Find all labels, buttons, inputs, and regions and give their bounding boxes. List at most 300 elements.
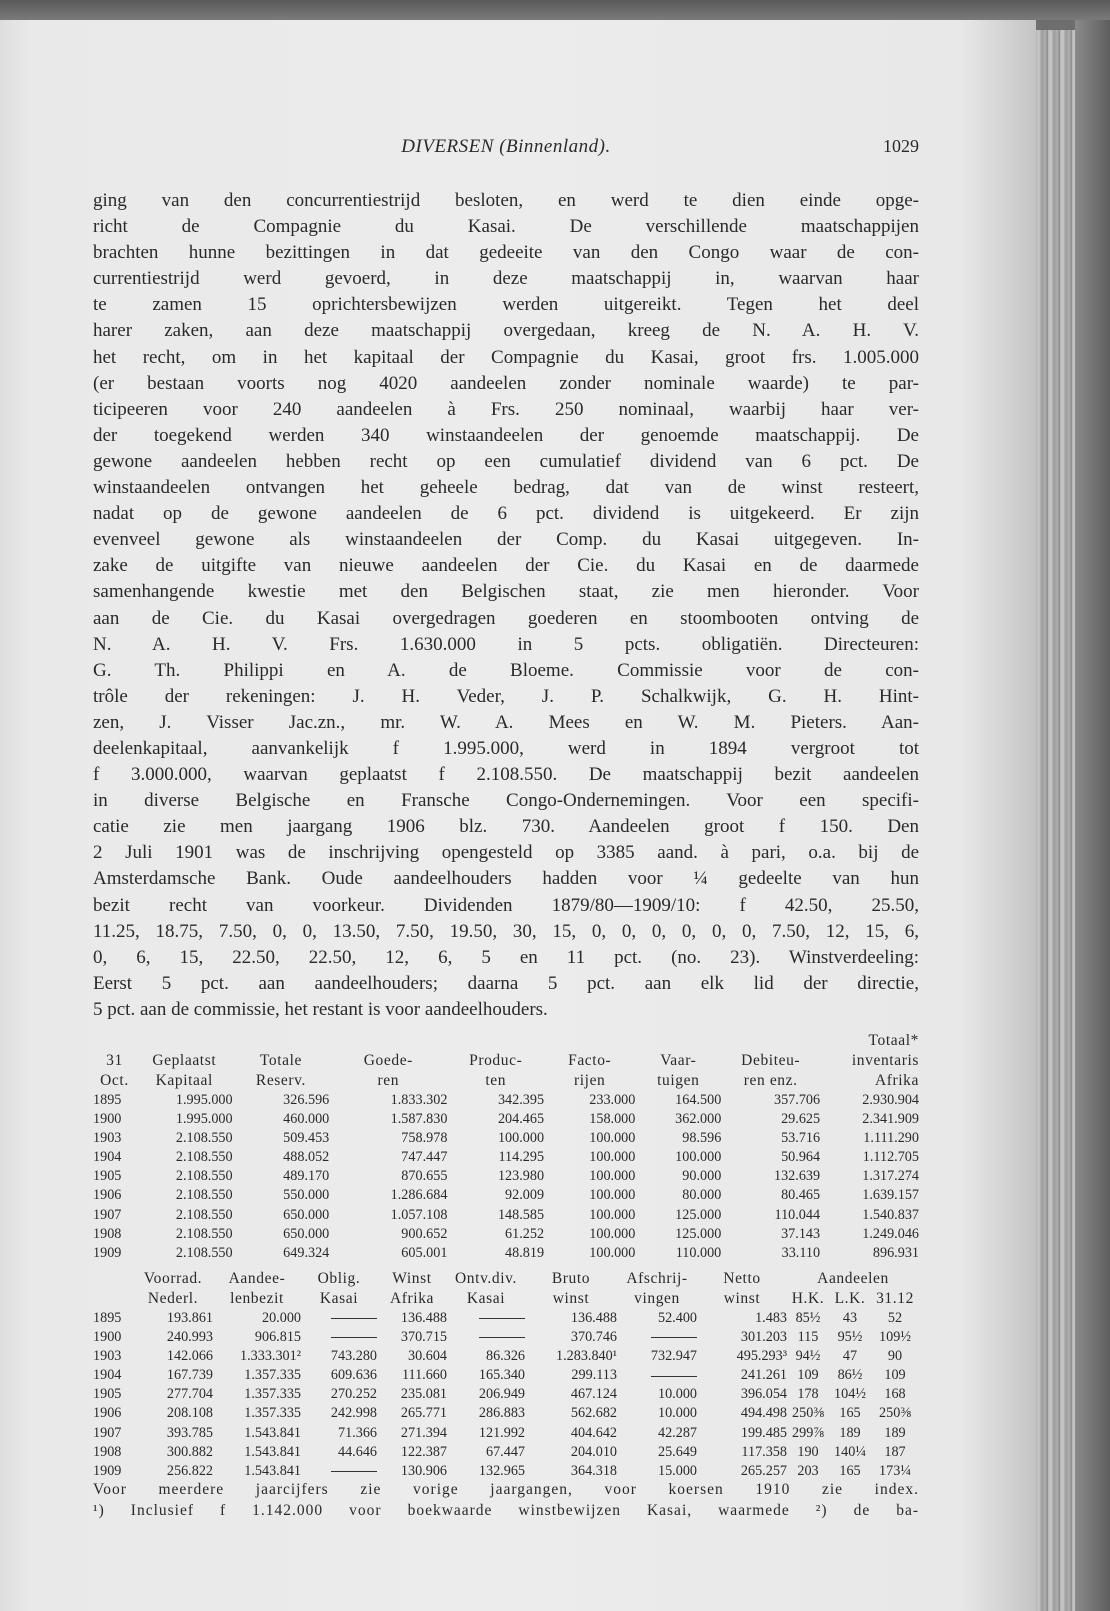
table-cell: 25.649 xyxy=(657,1443,697,1460)
column-header: 31 xyxy=(106,1052,123,1069)
table-cell: 100.000 xyxy=(589,1149,636,1166)
table-cell: 136.488 xyxy=(400,1310,447,1326)
text-line: richt de Compagnie du Kasai. De verschillende maatschappijen xyxy=(93,216,919,238)
table-cell: 2.108.550 xyxy=(175,1244,233,1261)
table-cell: 164.500 xyxy=(675,1092,722,1108)
column-header: rijen xyxy=(574,1072,606,1089)
table-cell: 1.483 xyxy=(755,1310,787,1326)
column-header: Kasai xyxy=(466,1290,506,1307)
table-cell: 299⅞ xyxy=(792,1424,824,1441)
table-cell: 265.771 xyxy=(400,1405,447,1422)
table-cell: 30.604 xyxy=(407,1348,447,1365)
table-cell: 1903 xyxy=(93,1130,122,1147)
column-header: Aandee- xyxy=(228,1270,286,1287)
table-cell: 1.543.841 xyxy=(244,1424,301,1441)
table-cell: 1.249.046 xyxy=(862,1225,919,1242)
column-header: Netto xyxy=(723,1270,761,1287)
table-cell: 52.400 xyxy=(657,1310,697,1326)
table-cell: 326.596 xyxy=(283,1092,330,1108)
text-line: 2 Juli 1901 was de inschrijving opengesteld op 3385 aand. à pari, o.a. bij de xyxy=(93,842,919,864)
table-cell: 10.000 xyxy=(657,1405,697,1422)
table-cell: 92.009 xyxy=(505,1187,545,1204)
table-cell: 1906 xyxy=(93,1187,122,1204)
header-row xyxy=(93,1289,919,1309)
table-cell: 29.625 xyxy=(781,1111,821,1128)
column-header xyxy=(93,1031,136,1051)
nil-dash xyxy=(331,1471,377,1472)
table-cell: 1904 xyxy=(93,1149,122,1166)
table-cell: 1.540.837 xyxy=(862,1206,919,1223)
table-cell: 109 xyxy=(884,1367,906,1384)
table-cell: 1.283.840¹ xyxy=(555,1348,617,1365)
table-cell: 130.906 xyxy=(400,1462,447,1479)
nil-dash xyxy=(651,1376,697,1377)
column-header: Vaar- xyxy=(660,1052,697,1069)
table-cell: 132.965 xyxy=(478,1462,525,1479)
table-cell: 140¼ xyxy=(834,1443,866,1460)
table-cell: 98.596 xyxy=(682,1130,722,1147)
table-cell: 460.000 xyxy=(283,1111,330,1128)
table-cell: 286.883 xyxy=(478,1405,525,1422)
column-header: Ontv.div. xyxy=(455,1270,517,1287)
table-cell: 250⅜ xyxy=(792,1405,824,1422)
table-cell: 67.447 xyxy=(485,1443,525,1460)
footnotes xyxy=(93,1479,919,1521)
table-cell: 43 xyxy=(842,1310,858,1326)
table-cell: 1.995.000 xyxy=(175,1092,233,1108)
table-cell: 277.704 xyxy=(166,1386,213,1403)
table-cell: 168 xyxy=(884,1386,906,1403)
table-cell: 300.882 xyxy=(166,1443,213,1460)
table-cell: 208.108 xyxy=(166,1405,213,1422)
table-cell: 2.108.550 xyxy=(175,1130,233,1147)
table-cell: 1903 xyxy=(93,1348,122,1365)
table-cell: 114.295 xyxy=(498,1149,545,1166)
column-header: L.K. xyxy=(834,1290,866,1307)
text-line: te zamen 15 oprichtersbewijzen werden uitgereikt. Tegen het deel xyxy=(93,294,919,316)
text-line: f 3.000.000, waarvan geplaatst f 2.108.550. De maatschappij bezit aandeelen xyxy=(93,764,919,786)
table-row xyxy=(93,1167,919,1186)
page-number: 1029 xyxy=(883,136,919,156)
table-cell: 467.124 xyxy=(570,1386,617,1403)
table-row xyxy=(93,1462,919,1481)
table-cell: 122.387 xyxy=(400,1443,447,1460)
table-cell: 42.287 xyxy=(657,1424,697,1441)
column-header: winst xyxy=(552,1290,590,1307)
table-cell: 357.706 xyxy=(773,1092,821,1108)
column-header: ren xyxy=(377,1072,400,1089)
table-cell: 256.822 xyxy=(166,1462,213,1479)
table-cell: 121.992 xyxy=(478,1424,525,1441)
table-cell: 396.054 xyxy=(740,1386,787,1403)
table-cell: 178 xyxy=(797,1386,819,1403)
text-line: in diverse Belgische en Fransche Congo-Ondernemingen. Voor een specifi- xyxy=(93,790,919,812)
table-cell: 1.317.274 xyxy=(862,1168,919,1185)
text-line: bezit recht van voorkeur. Dividenden 1879/80—1909/10: f 42.50, 25.50, xyxy=(93,894,919,916)
table-cell: 110.044 xyxy=(774,1206,821,1223)
column-header: winst xyxy=(723,1290,761,1307)
column-header: tuigen xyxy=(657,1072,700,1089)
text-line: evenveel gewone als winstaandeelen der Comp. du Kasai uitgegeven. In- xyxy=(93,529,919,551)
table-cell: 199.485 xyxy=(740,1424,787,1441)
header-row xyxy=(93,1051,919,1071)
table-cell: 148.585 xyxy=(497,1206,545,1223)
table-cell xyxy=(617,1328,697,1347)
text-line: G. Th. Philippi en A. de Bloeme. Commissie voor de con- xyxy=(93,659,919,681)
column-header: Oct. xyxy=(100,1072,129,1089)
column-header: ren enz. xyxy=(743,1072,798,1089)
nil-dash xyxy=(479,1318,525,1319)
table-cell: 1.357.335 xyxy=(244,1386,301,1403)
table-cell: 206.949 xyxy=(478,1386,525,1403)
column-header: Oblig. xyxy=(317,1270,361,1287)
table-cell: 1907 xyxy=(93,1424,122,1441)
table-cell: 1908 xyxy=(93,1443,122,1460)
results-table xyxy=(93,1269,919,1481)
book-page xyxy=(0,20,1036,1611)
column-header xyxy=(136,1031,233,1051)
text-line: nadat op de gewone aandeelen de 6 pct. dividend is uitgekeerd. Er zijn xyxy=(93,503,919,525)
column-header: Kapitaal xyxy=(155,1072,213,1089)
text-line: 5 pct. aan de commissie, het restant is voor aandeelhouders. xyxy=(93,998,548,1020)
table-cell: 85½ xyxy=(795,1310,821,1326)
table-cell: 299.113 xyxy=(571,1367,617,1384)
table-cell: 1904 xyxy=(93,1367,122,1384)
table-cell: 190 xyxy=(797,1443,819,1460)
table-cell: 111.660 xyxy=(401,1367,447,1384)
text-line: winstaandeelen ontvangen het geheele bedrag, dat van de winst resteert, xyxy=(93,477,919,499)
table-cell: 189 xyxy=(884,1424,906,1441)
table-row xyxy=(93,1148,919,1167)
table-cell: 80.000 xyxy=(682,1187,722,1204)
table-cell: 1.357.335 xyxy=(244,1405,301,1422)
column-header: Totale xyxy=(259,1052,302,1069)
table-cell: 165 xyxy=(839,1405,861,1422)
column-header: Bruto xyxy=(551,1270,591,1287)
table-cell: 2.108.550 xyxy=(175,1187,233,1204)
text-line: zen, J. Visser Jac.zn., mr. W. A. Mees en W. M. Pieters. Aan- xyxy=(93,711,919,733)
table-cell: 250⅜ xyxy=(879,1405,911,1422)
column-header: Afschrij- xyxy=(626,1270,688,1287)
table-cell: 1909 xyxy=(93,1244,122,1261)
table-cell: 1907 xyxy=(93,1206,122,1223)
table-cell: 509.453 xyxy=(283,1130,330,1147)
text-line: het recht, om in het kapitaal der Compagnie du Kasai, groot frs. 1.005.000 xyxy=(93,346,919,368)
table-cell: 10.000 xyxy=(657,1386,697,1403)
nil-dash xyxy=(331,1337,377,1338)
table-cell: 550.000 xyxy=(283,1187,330,1204)
table-cell: 52 xyxy=(887,1310,903,1326)
table-cell: 86½ xyxy=(837,1367,863,1384)
scan-top-edge xyxy=(0,0,1110,20)
table-cell: 136.488 xyxy=(570,1310,617,1326)
table-cell: 364.318 xyxy=(570,1462,617,1479)
table-cell: 1.333.301² xyxy=(239,1348,301,1365)
column-header: Geplaatst xyxy=(152,1052,217,1069)
table-cell: 2.341.909 xyxy=(862,1111,919,1128)
table-cell xyxy=(447,1328,525,1347)
column-header: Kasai xyxy=(319,1290,359,1307)
table-row xyxy=(93,1110,919,1129)
table-cell: 61.252 xyxy=(505,1225,545,1242)
column-header xyxy=(93,1289,133,1309)
table-cell: 1.995.000 xyxy=(175,1111,233,1128)
table-row xyxy=(93,1328,919,1347)
table-cell: 48.819 xyxy=(505,1244,545,1261)
table-cell: 494.498 xyxy=(740,1405,787,1422)
table-cell: 240.993 xyxy=(166,1329,213,1346)
text-line: currentiestrijd werd gevoerd, in deze maatschappij in, waarvan haar xyxy=(93,268,919,290)
column-header: Totaal* xyxy=(868,1032,919,1049)
column-header: Voorrad. xyxy=(143,1270,203,1287)
table-cell: 1900 xyxy=(93,1329,122,1346)
table-cell: 125.000 xyxy=(675,1225,722,1242)
table-cell: 50.964 xyxy=(781,1149,821,1166)
table-cell: 650.000 xyxy=(283,1206,330,1223)
column-header: Winst xyxy=(392,1270,432,1287)
table-cell: 495.293³ xyxy=(736,1348,787,1365)
table-row xyxy=(93,1186,919,1205)
running-head xyxy=(93,136,919,158)
table-cell: 187 xyxy=(884,1443,906,1460)
table-cell: 896.931 xyxy=(872,1244,919,1261)
table-cell: 900.652 xyxy=(401,1225,448,1242)
column-header: lenbezit xyxy=(230,1290,284,1307)
table-cell: 132.639 xyxy=(773,1168,821,1185)
table-cell: 165 xyxy=(839,1462,861,1479)
table-cell: 47 xyxy=(842,1348,858,1365)
table-cell xyxy=(301,1309,377,1328)
table-cell: 2.108.550 xyxy=(175,1206,233,1223)
table-cell: 37.143 xyxy=(781,1225,821,1242)
text-line: catie zie men jaargang 1906 blz. 730. Aandeelen groot f 150. Den xyxy=(93,816,919,838)
column-header xyxy=(447,1031,544,1051)
text-line: ticipeeren voor 240 aandeelen à Frs. 250 nominaal, waarbij haar ver- xyxy=(93,398,919,420)
table-cell: 1.587.830 xyxy=(390,1111,448,1128)
table-row xyxy=(93,1225,919,1244)
table-cell: 193.861 xyxy=(166,1310,213,1326)
text-line: N. A. H. V. Frs. 1.630.000 in 5 pcts. obligatiën. Directeuren: xyxy=(93,633,919,655)
table-cell: 1906 xyxy=(93,1405,122,1422)
table-row xyxy=(93,1091,919,1110)
table-cell: 104½ xyxy=(834,1386,866,1403)
table-cell: 1.357.335 xyxy=(244,1367,301,1384)
column-header xyxy=(635,1031,721,1051)
table-cell: 95½ xyxy=(837,1329,863,1346)
table-cell: 90.000 xyxy=(682,1168,722,1185)
table-cell: 270.252 xyxy=(330,1386,377,1403)
table-cell: 271.394 xyxy=(400,1424,447,1441)
text-line: Eerst 5 pct. aan aandeelhouders; daarna 5 pct. aan elk lid der directie, xyxy=(93,972,919,994)
column-header: Reserv. xyxy=(255,1072,306,1089)
footnote-1: ¹) Inclusief f 1.142.000 voor boekwaarde winstbewijzen Kasai, waarmede ²) de ba- xyxy=(93,1502,919,1519)
table-cell: 906.815 xyxy=(254,1329,301,1346)
text-line: (er bestaan voorts nog 4020 aandeelen zonder nominale waarde) te par- xyxy=(93,372,919,394)
text-line: 11.25, 18.75, 7.50, 0, 0, 13.50, 7.50, 19.50, 30, 15, 0, 0, 0, 0, 0, 0, 7.50, 12, 15, 6, xyxy=(93,920,919,942)
text-line: Amsterdamsche Bank. Oude aandeelhouders hadden voor ¼ gedeelte van hun xyxy=(93,868,919,890)
text-line: gewone aandeelen hebben recht op een cumulatief dividend van 6 pct. De xyxy=(93,450,919,472)
table-cell: 100.000 xyxy=(589,1130,636,1147)
table-cell: 94½ xyxy=(795,1348,821,1365)
text-line: trôle der rekeningen: J. H. Veder, J. P. Schalkwijk, G. H. Hint- xyxy=(93,685,919,707)
table-cell: 100.000 xyxy=(497,1130,545,1147)
column-header xyxy=(329,1031,447,1051)
table-cell: 115 xyxy=(797,1329,819,1346)
table-cell: 100.000 xyxy=(675,1149,722,1166)
table-cell: 2.108.550 xyxy=(175,1149,233,1166)
table-cell: 123.980 xyxy=(497,1168,545,1185)
table-cell: 362.000 xyxy=(675,1111,722,1128)
table-cell xyxy=(447,1309,525,1328)
table-row xyxy=(93,1244,919,1263)
table-cell: 100.000 xyxy=(589,1225,636,1242)
column-header: 31.12 xyxy=(876,1290,914,1307)
text-line: der toegekend werden 340 winstaandeelen der genoemde maatschappij. De xyxy=(93,424,919,446)
text-line: deelenkapitaal, aanvankelijk f 1.995.000, werd in 1894 vergroot tot xyxy=(93,737,919,759)
text-line: 0, 6, 15, 22.50, 22.50, 12, 6, 5 en 11 pct. (no. 23). Winstverdeeling: xyxy=(93,946,919,968)
column-header: Facto- xyxy=(568,1052,612,1069)
table-cell: 167.739 xyxy=(166,1367,213,1384)
table-cell: 100.000 xyxy=(589,1244,636,1261)
column-header: Nederl. xyxy=(147,1290,199,1307)
table-cell: 80.465 xyxy=(781,1187,821,1204)
table-cell: 265.257 xyxy=(740,1462,787,1479)
table-cell: 117.358 xyxy=(741,1443,787,1460)
nil-dash xyxy=(651,1337,697,1338)
header-row xyxy=(93,1031,919,1051)
table-cell: 33.110 xyxy=(781,1244,821,1261)
table-cell: 204.465 xyxy=(497,1111,545,1128)
column-header: Afrika xyxy=(389,1290,435,1307)
column-header: Aandeelen xyxy=(817,1270,889,1287)
table-cell: 125.000 xyxy=(675,1206,722,1223)
table-cell: 609.636 xyxy=(330,1367,377,1384)
table-cell: 1.543.841 xyxy=(244,1443,301,1460)
book-binding-edge xyxy=(1075,20,1110,1611)
table-cell: 1895 xyxy=(93,1310,122,1326)
table-cell: 1900 xyxy=(93,1111,122,1128)
table-row xyxy=(93,1206,919,1225)
footnote-more-data: Voor meerdere jaarcijfers zie vorige jaargangen, voor koersen 1910 zie index. xyxy=(93,1481,919,1498)
column-header xyxy=(721,1031,820,1051)
text-line: aan de Cie. du Kasai overgedragen goederen en stoombooten ontving de xyxy=(93,607,919,629)
table-cell: 173¼ xyxy=(879,1462,911,1479)
table-cell: 301.203 xyxy=(740,1329,787,1346)
table-row xyxy=(93,1404,919,1423)
table-cell: 2.108.550 xyxy=(175,1168,233,1185)
nil-dash xyxy=(479,1337,525,1338)
column-header: Debiteu- xyxy=(741,1052,801,1069)
table-row xyxy=(93,1366,919,1385)
table-cell: 1895 xyxy=(93,1092,122,1108)
header-row xyxy=(93,1071,919,1091)
table-cell: 488.052 xyxy=(283,1149,330,1166)
column-header: Produc- xyxy=(469,1052,523,1069)
table-cell: 1908 xyxy=(93,1225,122,1242)
column-header xyxy=(93,1269,133,1289)
text-line: zake de uitgifte van nieuwe aandeelen der Cie. du Kasai en de daarmede xyxy=(93,555,919,577)
column-header: inventaris xyxy=(851,1052,919,1069)
table-cell: 2.108.550 xyxy=(175,1225,233,1242)
header-row xyxy=(93,1269,919,1289)
table-cell: 1.111.290 xyxy=(863,1130,919,1147)
table-cell: 489.170 xyxy=(283,1168,330,1185)
table-cell: 1.543.841 xyxy=(244,1462,301,1479)
table-cell: 732.947 xyxy=(650,1348,697,1365)
table-cell: 110.000 xyxy=(675,1244,722,1261)
table-cell: 189 xyxy=(839,1424,861,1441)
table-cell: 53.716 xyxy=(781,1130,821,1147)
table-cell: 20.000 xyxy=(261,1310,301,1326)
body-paragraph xyxy=(93,188,919,1023)
table-cell: 100.000 xyxy=(589,1187,636,1204)
table-cell: 743.280 xyxy=(330,1348,377,1365)
table-cell: 1.833.302 xyxy=(390,1092,448,1108)
running-head-title: DIVERSEN (Binnenland). xyxy=(401,136,611,157)
nil-dash xyxy=(331,1318,377,1319)
table-cell xyxy=(617,1366,697,1385)
text-line: samenhangende kwestie met den Belgischen staat, zie men hieronder. Voor xyxy=(93,581,919,603)
table-cell: 165.340 xyxy=(478,1367,525,1384)
table-cell: 109 xyxy=(797,1367,819,1384)
table-cell: 404.642 xyxy=(570,1424,617,1441)
table-cell: 393.785 xyxy=(166,1424,213,1441)
column-header xyxy=(544,1031,635,1051)
table-cell: 15.000 xyxy=(657,1462,697,1479)
table-cell: 204.010 xyxy=(570,1443,617,1460)
balance-table xyxy=(93,1031,919,1263)
table-cell: 1905 xyxy=(93,1386,122,1403)
table-cell: 1.057.108 xyxy=(390,1206,448,1223)
text-line: harer zaken, aan deze maatschappij overgedaan, kreeg de N. A. H. V. xyxy=(93,320,919,342)
table-cell: 109½ xyxy=(879,1329,911,1346)
column-header xyxy=(233,1031,330,1051)
table-cell: 1.112.705 xyxy=(862,1149,919,1166)
table-row xyxy=(93,1347,919,1366)
table-cell: 203 xyxy=(797,1462,819,1479)
text-line: ging van den concurrentiestrijd besloten, en werd te dien einde opge- xyxy=(93,190,919,211)
table-row xyxy=(93,1385,919,1404)
table-cell: 235.081 xyxy=(400,1386,447,1403)
table-row xyxy=(93,1424,919,1443)
table-cell: 100.000 xyxy=(589,1168,636,1185)
table-cell: 2.930.904 xyxy=(862,1092,919,1108)
table-cell: 562.682 xyxy=(570,1405,617,1422)
table-cell: 158.000 xyxy=(589,1111,636,1128)
table-row xyxy=(93,1443,919,1462)
table-cell: 1905 xyxy=(93,1168,122,1185)
column-header: vingen xyxy=(634,1290,680,1307)
table-cell: 1909 xyxy=(93,1462,122,1479)
table-cell: 71.366 xyxy=(337,1424,377,1441)
table-cell: 241.261 xyxy=(740,1367,787,1384)
text-line: brachten hunne bezittingen in dat gedeeite van den Congo waar de con- xyxy=(93,242,919,264)
table-cell: 758.978 xyxy=(401,1130,448,1147)
table-cell: 86.326 xyxy=(485,1348,525,1365)
table-cell: 649.324 xyxy=(283,1244,330,1261)
table-cell: 650.000 xyxy=(283,1225,330,1242)
column-header: ten xyxy=(485,1072,507,1089)
table-cell: 605.001 xyxy=(401,1244,448,1261)
table-row xyxy=(93,1309,919,1328)
table-cell xyxy=(301,1462,377,1481)
column-header: Afrika xyxy=(874,1072,919,1089)
table-cell xyxy=(301,1328,377,1347)
table-cell: 242.998 xyxy=(330,1405,377,1422)
table-cell: 870.655 xyxy=(401,1168,448,1185)
table-cell: 233.000 xyxy=(589,1092,636,1108)
table-cell: 1.639.157 xyxy=(862,1187,919,1204)
